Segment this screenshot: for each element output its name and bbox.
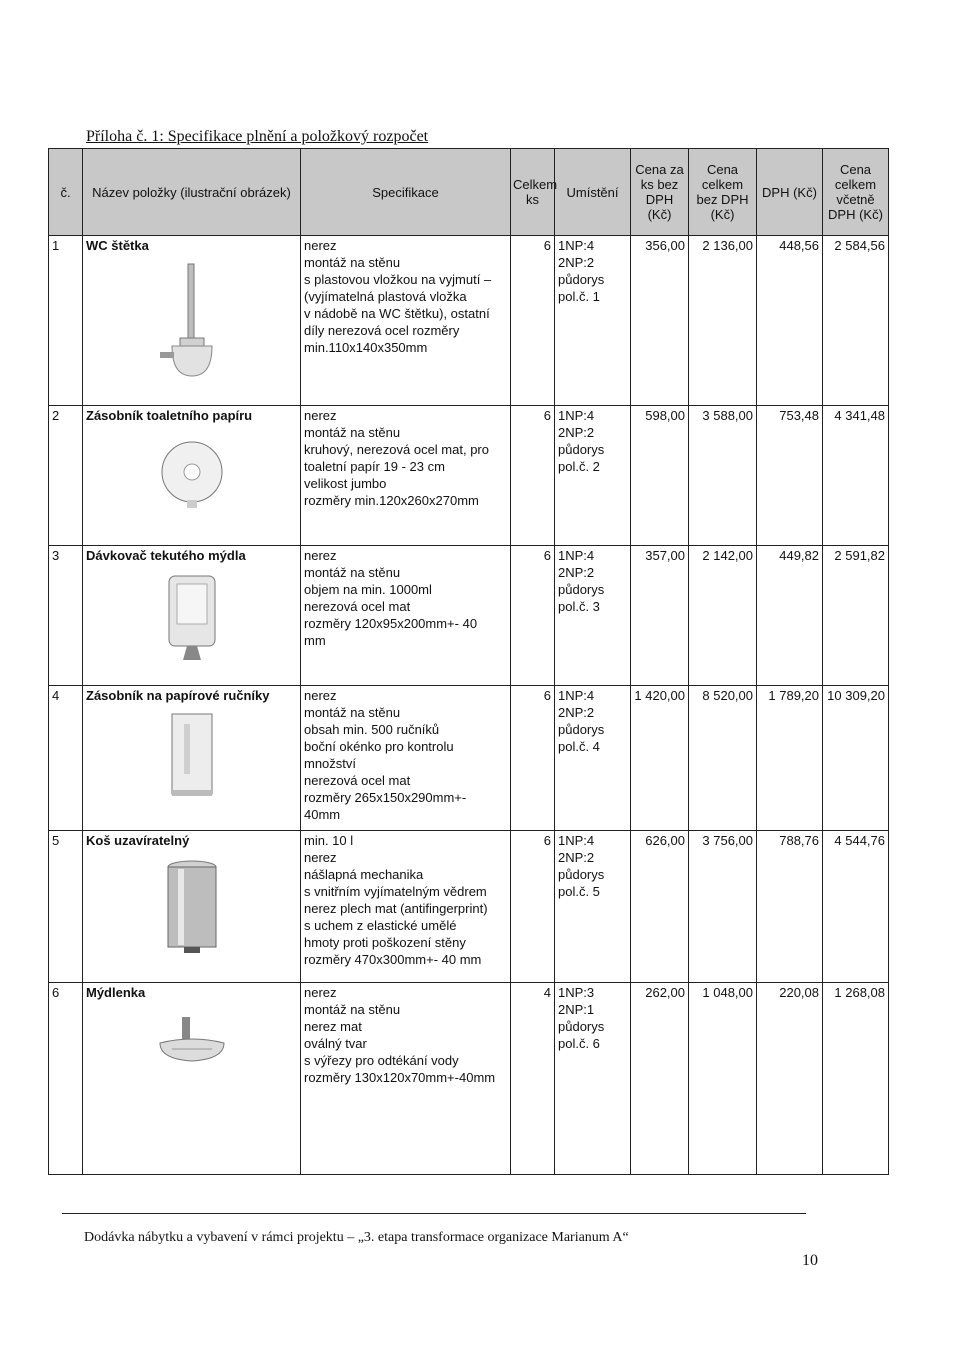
table-row [49, 686, 889, 831]
page-title: Příloha č. 1: Specifikace plnění a položkový rozpočet [86, 128, 429, 145]
row-number: 2 [49, 406, 83, 546]
table-row [49, 546, 889, 686]
item-total-no-vat: 2 136,00 [689, 236, 757, 406]
item-cell [83, 406, 301, 546]
footer-divider [62, 1213, 806, 1214]
item-location: 1NP:4 2NP:2 půdorys pol.č. 5 [555, 831, 631, 983]
item-location: 1NP:4 2NP:2 půdorys pol.č. 3 [555, 546, 631, 686]
item-specification: nerez montáž na stěnu obsah min. 500 ručníků boční okénko pro kontrolu množství nerezová ocel mat rozměry 265x150x290mm+- 40mm [301, 686, 511, 831]
item-unit-price: 598,00 [631, 406, 689, 546]
item-specification: nerez montáž na stěnu nerez mat oválný tvar s výřezy pro odtékání vody rozměry 130x120x70mm+-40mm [301, 983, 511, 1175]
item-name: Koš uzavíratelný [86, 833, 190, 848]
item-total-no-vat: 3 756,00 [689, 831, 757, 983]
header-qty: Celkem ks [511, 149, 555, 236]
item-cell [83, 236, 301, 406]
item-vat: 448,56 [757, 236, 823, 406]
item-specification: nerez montáž na stěnu kruhový, nerezová ocel mat, pro toaletní papír 19 - 23 cm velikost jumbo rozměry min.120x260x270mm [301, 406, 511, 546]
item-unit-price: 357,00 [631, 546, 689, 686]
item-total-no-vat: 1 048,00 [689, 983, 757, 1175]
pedal-bin-image [162, 855, 222, 955]
header-no: č. [49, 149, 83, 236]
item-cell [83, 983, 301, 1175]
item-location: 1NP:4 2NP:2 půdorys pol.č. 2 [555, 406, 631, 546]
item-total-no-vat: 3 588,00 [689, 406, 757, 546]
header-total-no-vat: Cena celkem bez DPH (Kč) [689, 149, 757, 236]
header-unit-price: Cena za ks bez DPH (Kč) [631, 149, 689, 236]
header-total-with-vat: Cena celkem včetně DPH (Kč) [823, 149, 889, 236]
item-quantity: 6 [511, 406, 555, 546]
header-spec: Specifikace [301, 149, 511, 236]
table-row [49, 983, 889, 1175]
toilet-brush-image [152, 260, 232, 380]
item-total-with-vat: 10 309,20 [823, 686, 889, 831]
table-row [49, 406, 889, 546]
row-number: 3 [49, 546, 83, 686]
item-quantity: 4 [511, 983, 555, 1175]
header-location: Umístění [555, 149, 631, 236]
item-vat: 1 789,20 [757, 686, 823, 831]
item-specification: nerez montáž na stěnu s plastovou vložkou na vyjmutí – (vyjímatelná plastová vložka v nádobě na WC štětku), ostatní díly nerezová ocel rozměry min.110x140x350mm [301, 236, 511, 406]
header-vat: DPH (Kč) [757, 149, 823, 236]
item-total-no-vat: 8 520,00 [689, 686, 757, 831]
item-name: Dávkovač tekutého mýdla [86, 548, 246, 563]
specification-table [48, 148, 889, 1175]
item-unit-price: 356,00 [631, 236, 689, 406]
item-total-with-vat: 2 584,56 [823, 236, 889, 406]
item-name: Zásobník na papírové ručníky [86, 688, 270, 703]
item-location: 1NP:4 2NP:2 půdorys pol.č. 1 [555, 236, 631, 406]
item-total-no-vat: 2 142,00 [689, 546, 757, 686]
item-cell [83, 831, 301, 983]
item-cell [83, 686, 301, 831]
item-vat: 220,08 [757, 983, 823, 1175]
item-quantity: 6 [511, 686, 555, 831]
row-number: 4 [49, 686, 83, 831]
item-name: Zásobník toaletního papíru [86, 408, 253, 423]
item-total-with-vat: 4 341,48 [823, 406, 889, 546]
item-cell [83, 546, 301, 686]
item-specification: min. 10 l nerez nášlapná mechanika s vnitřním vyjímatelným vědrem nerez plech mat (antifingerprint) s uchem z elastické umělé hmoty proti poškození stěny rozměry 470x300mm+- 40 mm [301, 831, 511, 983]
item-total-with-vat: 2 591,82 [823, 546, 889, 686]
paper-towel-dispenser-image [162, 710, 222, 800]
item-vat: 788,76 [757, 831, 823, 983]
item-quantity: 6 [511, 236, 555, 406]
soap-dispenser-image [157, 570, 227, 665]
page-number: 10 [802, 1252, 818, 1269]
item-name: Mýdlenka [86, 985, 146, 1000]
header-name: Název položky (ilustrační obrázek) [83, 149, 301, 236]
soap-dish-image [152, 1007, 232, 1077]
table-row [49, 236, 889, 406]
item-specification: nerez montáž na stěnu objem na min. 1000ml nerezová ocel mat rozměry 120x95x200mm+- 40 mm [301, 546, 511, 686]
item-name: WC štětka [86, 238, 149, 253]
table-header-row [49, 149, 889, 236]
row-number: 5 [49, 831, 83, 983]
item-unit-price: 262,00 [631, 983, 689, 1175]
row-number: 6 [49, 983, 83, 1175]
footer-text: Dodávka nábytku a vybavení v rámci projektu – „3. etapa transformace organizace Marianum A“ [84, 1230, 629, 1245]
item-quantity: 6 [511, 831, 555, 983]
toilet-paper-dispenser-image [157, 430, 227, 510]
row-number: 1 [49, 236, 83, 406]
item-vat: 753,48 [757, 406, 823, 546]
item-total-with-vat: 4 544,76 [823, 831, 889, 983]
item-unit-price: 1 420,00 [631, 686, 689, 831]
item-unit-price: 626,00 [631, 831, 689, 983]
item-quantity: 6 [511, 546, 555, 686]
item-location: 1NP:3 2NP:1 půdorys pol.č. 6 [555, 983, 631, 1175]
item-location: 1NP:4 2NP:2 půdorys pol.č. 4 [555, 686, 631, 831]
item-total-with-vat: 1 268,08 [823, 983, 889, 1175]
table-row [49, 831, 889, 983]
item-vat: 449,82 [757, 546, 823, 686]
